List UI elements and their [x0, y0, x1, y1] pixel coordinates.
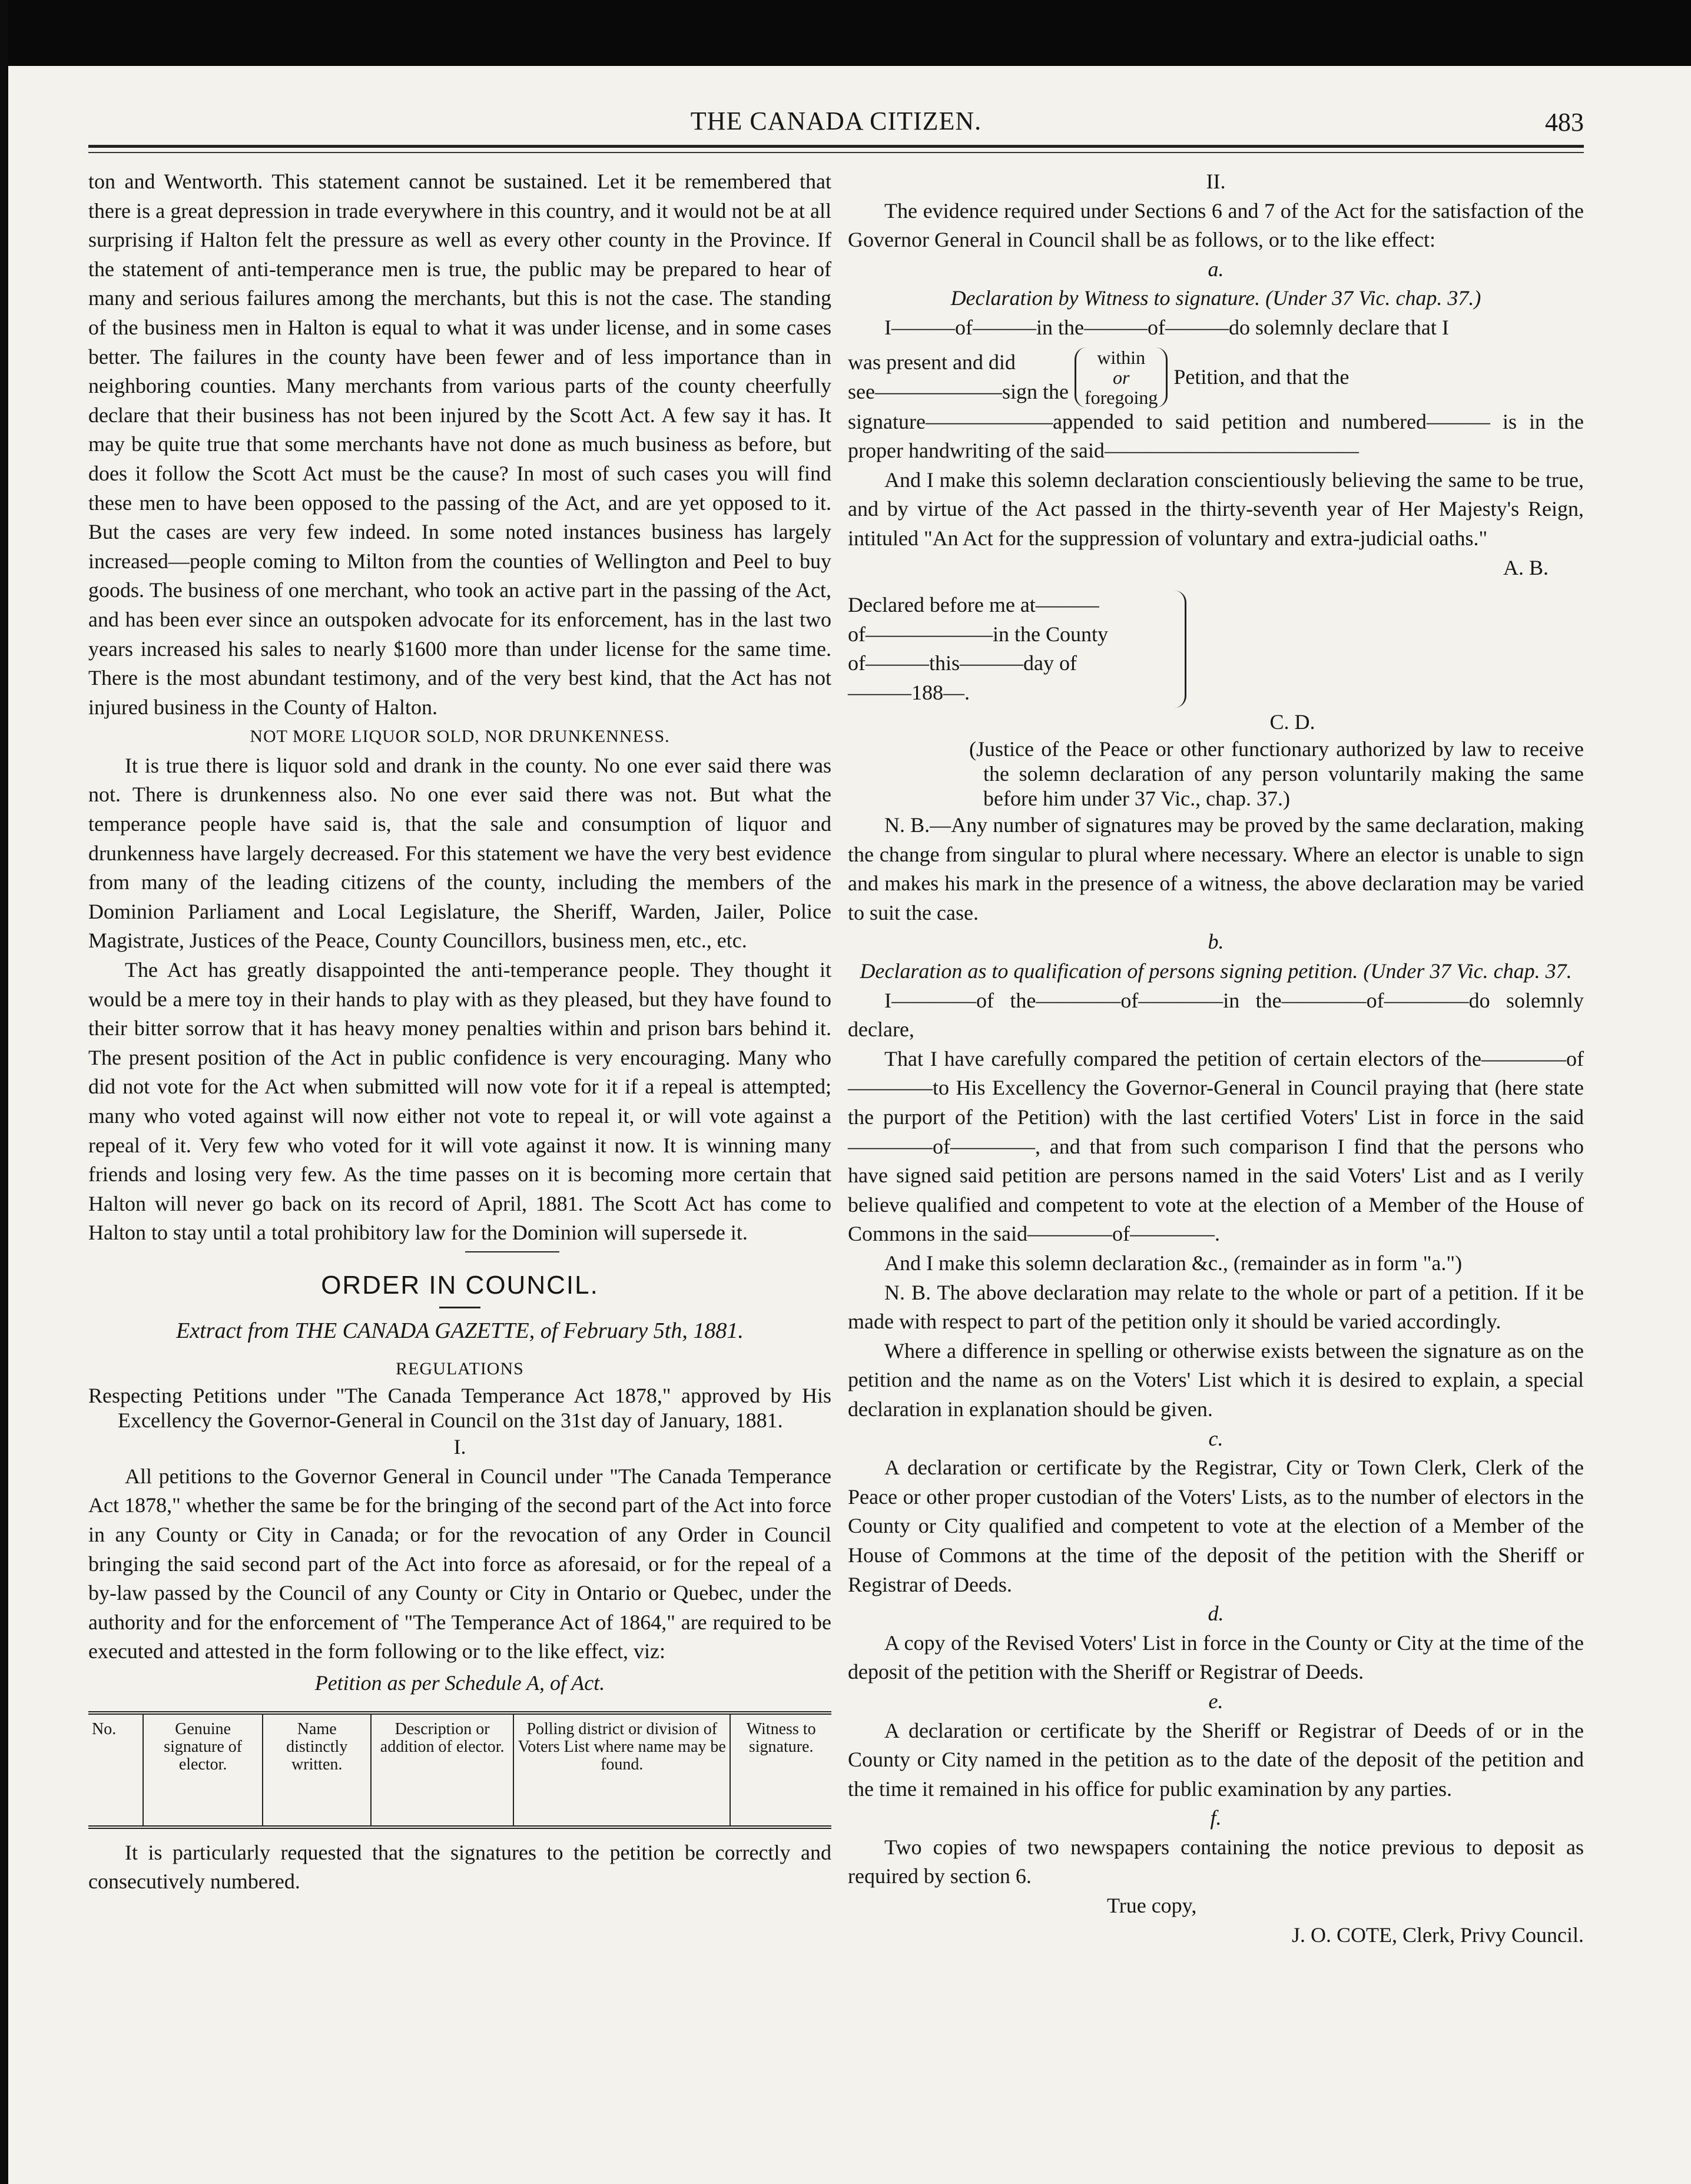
declared-before-block: Declared before me at——— of——————in the County of———this———day of ———188—.: [848, 591, 1584, 707]
regulations-subtitle: Respecting Petitions under "The Canada Temperance Act 1878," approved by His Excellency the Governor-General in Council on the 31st day of January, 1881.: [88, 1384, 831, 1433]
article-paragraph: ton and Wentworth. This statement cannot be sustained. Let it be remembered that there is a great depression in trade everywhere in this country, and it would not be at all surprising if Halton felt the pressure as well as every other county in the Province. If the statement of anti-temperance men is true, the public may be prepared to hear of many and serious failures among the merchants, but this is not the case. The standing of the business men in Halton is equal to what it was under license, and in some cases better. The failures in the county have been fewer and of less importance than in neighboring counties. Many merchants from various parts of the county cheerfully declare that their business has not been injured by the Scott Act. A few say it has. It may be quite true that some merchants have not done as much business as before, but does it follow the Scott Act must be the cause? In most of such cases you will find these men to have been opposed to the passing of the Act, and are yet opposed to it. But the cases are very few indeed. In some noted instances business has largely increased—people coming to Milton from the counties of Wellington and Peel to buy goods. The business of one merchant, who took an active part in the passing of the Act, and has been ever since an outspoken advocate for its enforcement, has in the last two years increased his sales to nearly $1600 more than under license for the same time. There is the most abundant testimony, and of the very best kind, that the Act has not injured business in the County of Halton.: [88, 170, 831, 719]
form-letter: a.: [1208, 257, 1224, 281]
article-paragraph: It is true there is liquor sold and drank in the county. No one ever said there was not. There is drunkenness also. No one ever said there was not. But what the temperance people have said is, that the sale and consumption of liquor and drunkenness have largely decreased. For this statement we have the very best evidence from many of the leading citizens of the county, including the members of the Dominion Parliament and Local Legislature, the Sheriff, Warden, Jailer, Police Magistrate, Justices of the Peace, County Councillors, business men, etc., etc.: [88, 753, 831, 953]
left-column: [88, 167, 831, 1897]
scan-left-border: [0, 0, 8, 2184]
table-header-cell: Genuine signature of elector.: [143, 1713, 263, 1777]
form-line: I————of the————of————in the————of————do solemnly declare,: [848, 988, 1584, 1042]
table-header-cell: Name distinctly written.: [263, 1713, 371, 1777]
signature-initials: C. D.: [1269, 710, 1315, 734]
justice-note: (Justice of the Peace or other functionary authorized by law to receive the solemn declaration of any person voluntarily making the same before him under 37 Vic., chap. 37.): [969, 737, 1584, 811]
form-paragraph: That I have carefully compared the petition of certain electors of the————of————to His Excellency the Governor-General in Council praying that (here state the purport of the Petition) with the last certified Voters' List in force in the said————of————, and that from such comparison I find that the persons who have signed said petition are persons named in the said Voters' List and as I verily believe qualified and competent to vote at the election of a Member of the House of Commons in the said————of————.: [848, 1046, 1584, 1246]
form-paragraph: A copy of the Revised Voters' List in force in the County or City at the time of the deposit of the petition with the Sheriff or Registrar of Deeds.: [848, 1630, 1584, 1684]
table-header-row: [88, 1713, 831, 1777]
form-heading: Declaration as to qualification of persons signing petition. (Under 37 Vic. chap. 37.: [860, 959, 1572, 983]
form-paragraph: Two copies of two newspapers containing the notice previous to deposit as required by section 6.: [848, 1835, 1584, 1888]
form-paragraph: A declaration or certificate by the Registrar, City or Town Clerk, Clerk of the Peace or other proper custodian of the Voters' Lists, as to the number of electors in the County or City qualified and competent to vote at the election of a Member of the House of Commons at the time of the deposit of the petition with the Sheriff or Registrar of Deeds.: [848, 1456, 1584, 1596]
form-letter: e.: [1208, 1689, 1224, 1713]
header-rule: [88, 145, 1584, 148]
nota-bene: N. B.—Any number of signatures may be proved by the same declaration, making the change from singular to plural where necessary. Where an elector is unable to sign and makes his mark in the presence of a witness, the above declaration may be varied to suit the case.: [848, 813, 1584, 924]
gazette-extract-line: Extract from THE CANADA GAZETTE, of February 5th, 1881.: [176, 1318, 744, 1343]
petition-form-table: [88, 1711, 831, 1829]
regulation-paragraph: The evidence required under Sections 6 and 7 of the Act for the satisfaction of the Governor General in Council shall be as follows, or to the like effect:: [848, 198, 1584, 252]
signature-initials: A. B.: [1503, 555, 1549, 579]
true-copy-line: True copy,: [1107, 1894, 1197, 1918]
page-number: 483: [1545, 108, 1584, 137]
form-paragraph: Where a difference in spelling or otherwise exists between the signature as on the petition and the name as on the Voters' List which it is desired to explain, a special declaration in explanation should be given.: [848, 1338, 1584, 1421]
form-paragraph: And I make this solemn declaration &c., (remainder as in form "a."): [884, 1251, 1463, 1275]
end-rule: [465, 1251, 559, 1252]
header-rule-thin: [88, 152, 1584, 153]
form-signing-line: [848, 347, 1584, 407]
table-header-cell: Witness to signature.: [730, 1713, 831, 1777]
section-heading: ORDER IN COUNCIL.: [321, 1270, 599, 1300]
form-letter: b.: [1208, 930, 1224, 954]
form-letter: d.: [1208, 1602, 1224, 1626]
form-letter: f.: [1210, 1806, 1222, 1830]
form-line: I———of———in the———of———do solemnly declare that I: [884, 315, 1449, 339]
brace-options: within or foregoing: [1075, 347, 1168, 407]
form-paragraph: A declaration or certificate by the Sheriff or Registrar of Deeds of or in the County or City named in the petition as to the date of the deposit of the petition and the time it remained in his office for public examination by any parties.: [848, 1718, 1584, 1801]
section-subheading: NOT MORE LIQUOR SOLD, NOR DRUNKENNESS.: [250, 727, 670, 747]
regulations-heading: REGULATIONS: [396, 1358, 524, 1378]
clerk-signature: J. O. COTE, Clerk, Privy Council.: [1292, 1923, 1584, 1947]
form-line: Petition, and that the: [1173, 364, 1350, 389]
table-header-cell: Description or addition of elector.: [371, 1713, 513, 1777]
nota-bene: N. B. The above declaration may relate to the whole or part of a petition. If it be made with respect to part of the petition only it should be varied accordingly.: [848, 1280, 1584, 1334]
table-header-cell: Polling district or division of Voters List where name may be found.: [513, 1713, 730, 1777]
regulation-paragraph: All petitions to the Governor General in Council under "The Canada Temperance Act 1878," whether the same be for the bringing of the second part of the Act into force in any County or City in Canada; or for the revocation of any Order in Council bringing the said second part of the Act into force as aforesaid, or for the repeal of a by-law passed by the Council of any County or City in Ontario or Quebec, under the authority and for the enforcement of "The Temperance Act of 1864," are required to be executed and attested in the form following or to the like effect, viz:: [88, 1464, 831, 1663]
form-heading: Declaration by Witness to signature. (Under 37 Vic. chap. 37.): [950, 286, 1481, 310]
heading-rule: [439, 1307, 480, 1308]
form-line: signature——————appended to said petition and numbered——— is in the proper handwriting of the said————————————: [848, 409, 1584, 463]
form-line: was present and did: [848, 350, 1016, 374]
page-header: [88, 106, 1584, 141]
section-number: I.: [453, 1435, 466, 1459]
form-letter: c.: [1208, 1426, 1224, 1450]
table-header-cell: No.: [92, 1719, 117, 1738]
scan-top-border: [0, 0, 1691, 66]
section-number: II.: [1206, 170, 1226, 193]
newspaper-title: THE CANADA CITIZEN.: [690, 107, 982, 135]
right-column: [848, 167, 1584, 1950]
schedule-caption: Petition as per Schedule A, of Act.: [314, 1671, 605, 1695]
regulation-paragraph: It is particularly requested that the signatures to the petition be correctly and consecutively numbered.: [88, 1840, 831, 1894]
table-row: [88, 1777, 831, 1827]
form-paragraph: And I make this solemn declaration conscientiously believing the same to be true, and by virtue of the Act passed in the thirty-seventh year of Her Majesty's Reign, intituled "An Act for the suppression of voluntary and extra-judicial oaths.": [848, 468, 1584, 550]
article-paragraph: The Act has greatly disappointed the anti-temperance people. They thought it would be a mere toy in their hands to play with as they pleased, but they have found to their bitter sorrow that it has heavy money penalties within and prison bars behind it. The present position of the Act in public confidence is very encouraging. Many who did not vote for the Act when submitted will now vote for it if a repeal is attempted; many who voted against will now either not vote to repeal it, or will vote against a repeal of it. Very few who voted for it will vote against it now. It is winning many friends and losing very few. As the time passes on it is becoming more certain that Halton will never go back on its record of April, 1881. The Scott Act has come to Halton to stay until a total prohibitory law for the Dominion will supersede it.: [88, 958, 831, 1245]
form-line: see——————sign the: [848, 379, 1069, 403]
